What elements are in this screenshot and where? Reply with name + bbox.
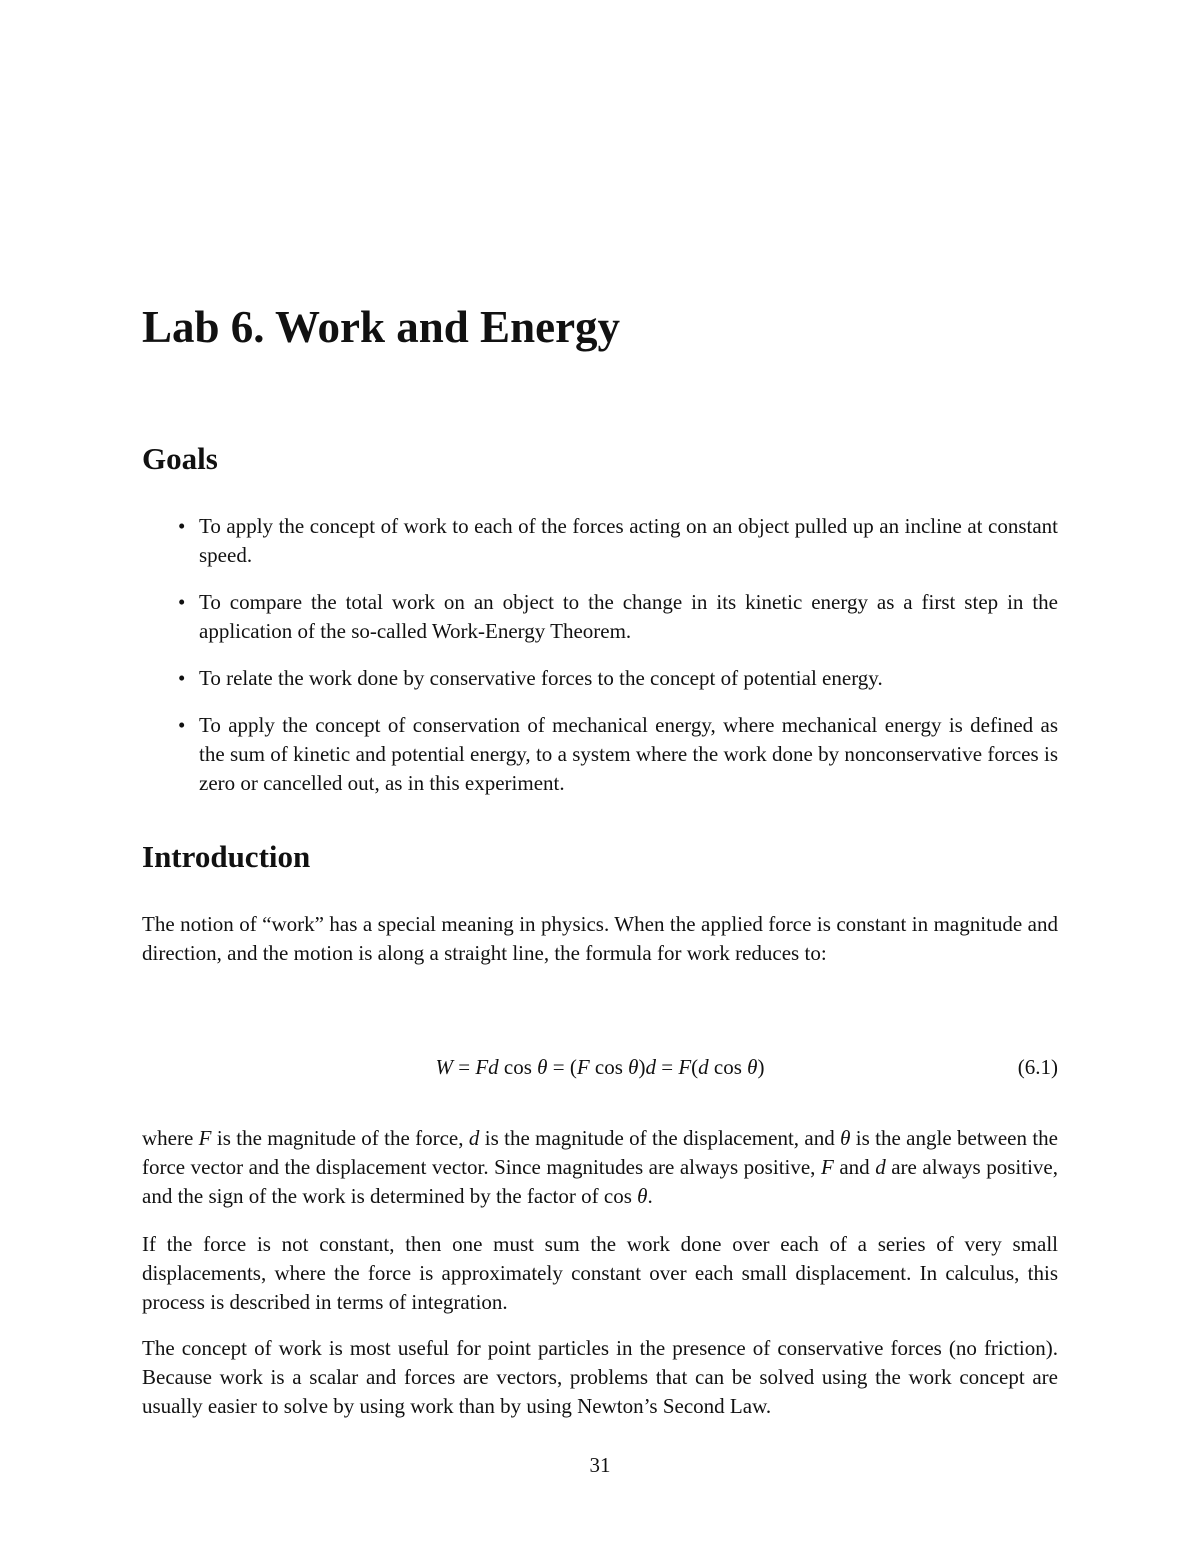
intro-paragraph-4: The concept of work is most useful for point particles in the presence of conservative forces (no friction). Because work is a scalar and forces are vectors, problems that can be solved using the work concept are usually easier to solve by using work than by using Newton’s Second Law. — [142, 1336, 1058, 1418]
equation-row — [142, 1053, 1058, 1083]
goals-list — [142, 512, 1058, 816]
goal-item — [142, 711, 1058, 798]
goal-text: To apply the concept of work to each of the forces acting on an object pulled up an incline at constant speed. — [199, 514, 1058, 567]
intro-paragraph-3: If the force is not constant, then one must sum the work done over each of a series of very small displacements, where the force is approximately constant over each small displacement. In calculus, this process is described in terms of integration. — [142, 1232, 1058, 1314]
equation-number: (6.1) — [1017, 1055, 1058, 1079]
goal-item — [142, 588, 1058, 646]
goal-text: To relate the work done by conservative forces to the concept of potential energy. — [199, 666, 883, 690]
bullet-icon: • — [178, 666, 186, 690]
intro-paragraph-1: The notion of “work” has a special meaning in physics. When the applied force is constant in magnitude and direction, and the motion is along a straight line, the formula for work reduces to: — [142, 912, 1058, 965]
introduction-heading: Introduction — [142, 839, 311, 874]
goal-item — [142, 664, 1058, 693]
bullet-icon: • — [178, 514, 186, 538]
goal-text: To compare the total work on an object to the change in its kinetic energy as a first step in the application of the so-called Work-Energy Theorem. — [199, 590, 1058, 643]
goals-heading: Goals — [142, 441, 218, 476]
goal-item — [142, 512, 1058, 570]
goal-text: To apply the concept of conservation of mechanical energy, where mechanical energy is defined as the sum of kinetic and potential energy, to a system where the work done by nonconservative forces is zero or cancelled out, as in this experiment. — [199, 713, 1058, 795]
page-number: 31 — [589, 1453, 611, 1477]
chapter-title: Lab 6. Work and Energy — [142, 302, 621, 352]
bullet-icon: • — [178, 713, 186, 737]
bullet-icon: • — [178, 590, 186, 614]
intro-paragraph-2: where F is the magnitude of the force, d is the magnitude of the displacement, and θ is the angle between the force vector and the displacement vector. Since magnitudes are always positive, F and d are always positive, and the sign of the work is determined by the factor of cos θ. — [142, 1126, 1058, 1208]
work-equation: W = Fd cos θ = (F cos θ)d = F(d cos θ) — [435, 1055, 765, 1079]
